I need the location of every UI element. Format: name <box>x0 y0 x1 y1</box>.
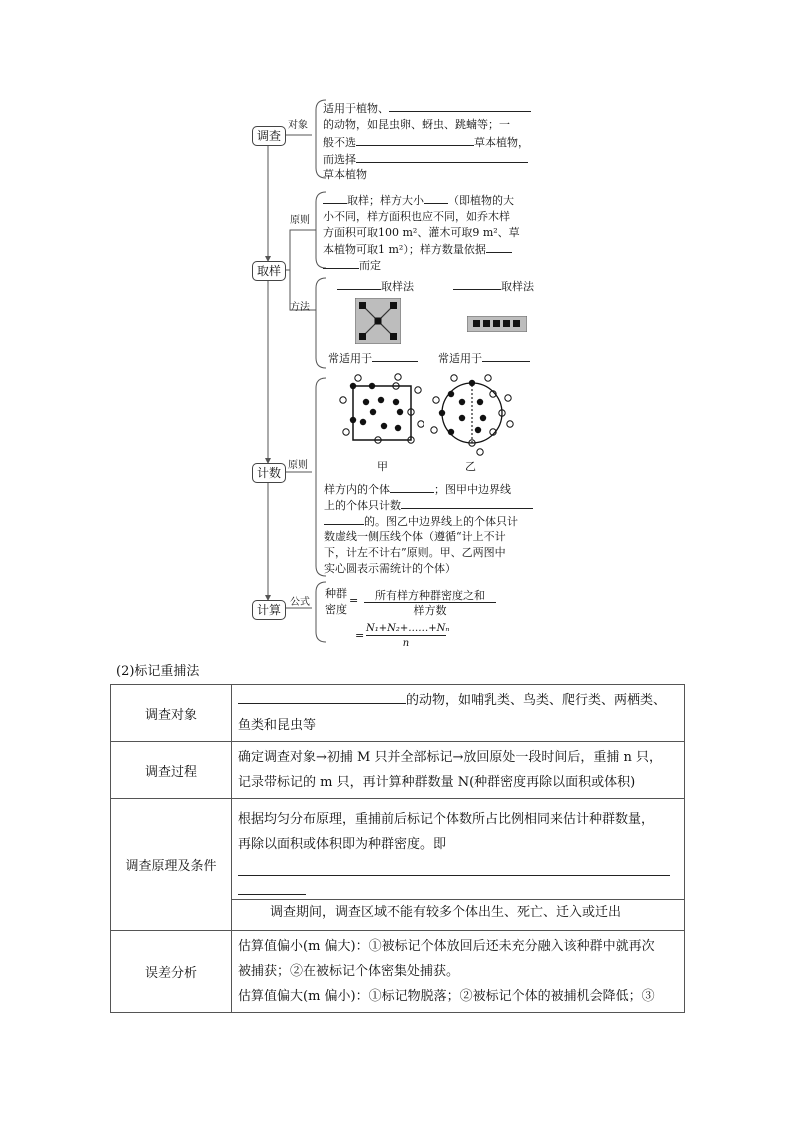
answer-blank <box>238 693 406 704</box>
row-content <box>232 931 685 1013</box>
count-line-2 <box>324 498 533 512</box>
node-survey: 调查 <box>252 126 286 146</box>
object-line-3 <box>323 135 529 149</box>
node-calc: 计算 <box>252 600 286 620</box>
row-header: 调查过程 <box>111 742 232 799</box>
table-row <box>111 799 685 931</box>
principle-line-3: 方面积可取100 m²、灌木可取9 m²、草 <box>323 226 520 239</box>
formula-eq-2: = <box>355 629 365 642</box>
mark-recapture-table <box>110 684 685 1013</box>
row-line <box>238 688 678 713</box>
object-line-1 <box>323 101 531 115</box>
count-line-4: 数虚线一侧压线个体（遵循“计上不计 <box>324 530 506 543</box>
row-line: 再除以面积或体积即为种群密度。即 <box>238 837 447 852</box>
row-line: 记录带标记的 m 只，再计算种群数量 N(种群密度再除以面积或体积) <box>238 775 636 790</box>
fig-label-yi: 乙 <box>465 460 476 473</box>
object-text-3a: 般不选 <box>323 136 356 149</box>
object-line-2: 的动物，如昆虫卵、蚜虫、跳蝻等；一 <box>323 118 510 131</box>
method-2-label-text: 取样法 <box>501 280 534 293</box>
method-1-use-text: 常适用于 <box>328 352 372 365</box>
count-line-1 <box>324 482 511 496</box>
answer-blank <box>238 857 670 876</box>
formula-num-2 <box>366 623 450 636</box>
table-row <box>111 931 685 1013</box>
answer-blank <box>424 193 448 204</box>
five-point-sampling-figure <box>355 298 401 344</box>
answer-blank <box>486 242 512 253</box>
method-2-label <box>453 279 534 293</box>
row-content <box>232 685 685 742</box>
count-text-3: 的。图乙中边界线上的个体只计 <box>364 515 518 528</box>
count-text-1a: 样方内的个体 <box>324 483 390 496</box>
formula-eq-1: = <box>349 594 359 607</box>
node-count: 计数 <box>252 463 286 483</box>
answer-blank <box>238 876 306 895</box>
principle-text-5: 而定 <box>359 259 381 272</box>
formula-num-1-text: 所有样方种群密度之和 <box>375 589 485 602</box>
row-header: 误差分析 <box>111 931 232 1013</box>
count-line-6: 实心圆表示需统计的个体） <box>324 562 456 575</box>
row-content <box>232 799 685 931</box>
answer-blank <box>323 193 347 204</box>
row-content <box>232 742 685 799</box>
row-text: 的动物，如哺乳类、鸟类、爬行类、两栖类、 <box>406 693 667 708</box>
principle-text-4: 本植物可取1 m²）；样方数量依据 <box>323 243 486 256</box>
object-text-1: 适用于植物、 <box>323 102 389 115</box>
principle-text-1a: 取样；样方大小 <box>347 194 424 207</box>
principle-line-5 <box>323 258 381 272</box>
count-figure-jia <box>338 372 424 458</box>
answer-blank <box>401 498 533 509</box>
branch-object: 对象 <box>288 120 308 131</box>
answer-blank <box>356 135 474 146</box>
row-line: 确定调查对象→初捕 M 只并全部标记→放回原处一段时间后，重捕 n 只， <box>238 750 662 765</box>
object-text-3b: 草本植物， <box>474 136 529 149</box>
method-2-use <box>438 351 530 365</box>
answer-blank <box>372 351 418 362</box>
count-line-5: 下，计左不计右”原则。甲、乙两图中 <box>324 546 506 559</box>
branch-method: 方法 <box>290 302 310 313</box>
object-line-4 <box>323 152 528 166</box>
formula-num-2-text: N₁+N₂+……+Nₙ <box>366 623 450 634</box>
count-figure-yi <box>428 372 516 458</box>
row-line: 鱼类和昆虫等 <box>238 718 317 733</box>
principle-line-1 <box>323 193 514 207</box>
object-text-4: 而选择 <box>323 153 356 166</box>
table-row <box>111 742 685 799</box>
principle-line-2: 小不同，样方面积也应不同，如乔木样 <box>323 210 510 223</box>
section-title: (2)标记重捕法 <box>116 664 200 679</box>
answer-blank <box>390 482 434 493</box>
answer-blank <box>453 279 501 290</box>
fig-label-jia: 甲 <box>377 460 388 473</box>
answer-blank <box>356 152 528 163</box>
formula-lhs-1: 种群 <box>325 587 347 600</box>
formula-num-1 <box>364 589 496 603</box>
node-sample: 取样 <box>252 261 286 281</box>
row-line: 根据均匀分布原理，重捕前后标记个体数所占比例相同来估计种群数量， <box>238 812 655 827</box>
branch-formula: 公式 <box>290 597 310 608</box>
method-2-use-text: 常适用于 <box>438 352 482 365</box>
object-line-5: 草本植物 <box>323 168 367 181</box>
row-line: 被捕获；②在被标记个体密集处捕获。 <box>238 964 460 979</box>
table-row <box>111 685 685 742</box>
answer-blank <box>389 101 531 112</box>
row-line: 估算值偏小(m 偏大)：①被标记个体放回后还未充分融入该种群中就再次 <box>238 939 655 954</box>
answer-blank <box>323 258 359 269</box>
branch-count-principle: 原则 <box>288 460 308 471</box>
equidistant-sampling-figure <box>467 316 527 332</box>
method-1-label <box>337 279 414 293</box>
count-line-3 <box>324 514 518 528</box>
answer-blank <box>337 279 381 290</box>
answer-blank <box>482 351 530 362</box>
count-text-2: 上的个体只计数 <box>324 499 401 512</box>
row-header: 调查原理及条件 <box>111 799 232 931</box>
principle-text-1b: （即植物的大 <box>448 194 514 207</box>
row-header: 调查对象 <box>111 685 232 742</box>
formula-den-1: 样方数 <box>413 604 447 617</box>
branch-principle: 原则 <box>290 215 310 226</box>
method-1-use <box>328 351 418 365</box>
principle-line-4 <box>323 242 512 256</box>
row-line: 估算值偏大(m 偏小)：①标记物脱落；②被标记个体的被捕机会降低；③ <box>238 989 655 1004</box>
answer-blank <box>324 514 364 525</box>
method-1-label-text: 取样法 <box>381 280 414 293</box>
count-text-1b: ；图甲中边界线 <box>434 483 511 496</box>
formula-lhs-2: 密度 <box>325 603 347 616</box>
formula-den-2: n <box>402 638 410 649</box>
condition-text: 调查期间，调查区域不能有较多个体出生、死亡、迁入或迁出 <box>270 905 622 920</box>
